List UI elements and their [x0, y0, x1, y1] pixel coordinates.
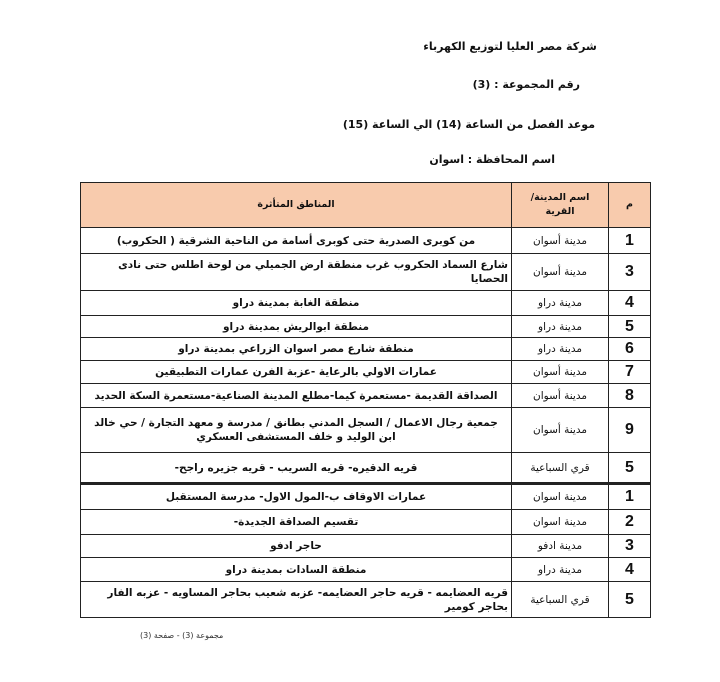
table-row: [81, 453, 651, 484]
row-city: مدينة أسوان: [512, 228, 609, 254]
row-city: مدينة دراو: [512, 316, 609, 338]
row-areas: جمعية رجال الاعمال / السجل المدني بطانق / مدرسة و معهد التجارة / حي خالد ابن الوليد و خلف المستشفى العسكري: [81, 408, 512, 453]
row-areas: عمارات الاولي بالرعاية -عزبة الفرن عمارات التطبيقين: [81, 361, 512, 384]
row-number: 3: [609, 535, 651, 558]
group-number: رقم المجموعة : (3): [472, 78, 580, 91]
row-areas: منطقة شارع مصر اسوان الزراعي بمدينة دراو: [81, 338, 512, 361]
row-number: 4: [609, 291, 651, 316]
row-city: مدينة أسوان: [512, 361, 609, 384]
table-row: [81, 384, 651, 408]
row-areas: منطقة السادات بمدينة دراو: [81, 558, 512, 582]
row-city: مدينة اسوان: [512, 510, 609, 535]
row-areas: منطقة ابوالريش بمدينة دراو: [81, 316, 512, 338]
row-areas: من كوبرى الصدرية حتى كوبرى أسامة من الناحية الشرقية ( الحكروب): [81, 228, 512, 254]
row-areas: قريه الدقيره- قريه السريب - قريه جزيره راجح-: [81, 453, 512, 484]
row-areas: الصداقة القديمة -مستعمرة كيما-مطلع المدينة الصناعية-مستعمرة السكة الحديد: [81, 384, 512, 408]
row-areas: منطقة الغابة بمدينة دراو: [81, 291, 512, 316]
row-number: 5: [609, 316, 651, 338]
table-row: [81, 558, 651, 582]
row-city: مدينة دراو: [512, 558, 609, 582]
row-city: قري السباعية: [512, 582, 609, 618]
table-row: [81, 361, 651, 384]
outage-schedule: موعد الفصل من الساعة (14) الي الساعة (15): [342, 118, 595, 131]
row-number: 7: [609, 361, 651, 384]
affected-areas-table: [80, 182, 651, 618]
row-number: 5: [609, 453, 651, 484]
row-city: مدينة أسوان: [512, 384, 609, 408]
table-row: [81, 484, 651, 510]
row-number: 2: [609, 510, 651, 535]
row-city: مدينة ادفو: [512, 535, 609, 558]
row-city: مدينة دراو: [512, 291, 609, 316]
row-city: مدينة اسوان: [512, 484, 609, 510]
row-areas: شارع السماد الحكروب غرب منطقة ارض الجميلي من لوحة اطلس حتى نادى الحصايا: [81, 254, 512, 291]
row-city: مدينة أسوان: [512, 408, 609, 453]
row-number: 9: [609, 408, 651, 453]
row-city: قري السباعية: [512, 453, 609, 484]
table-row: [81, 510, 651, 535]
row-number: 1: [609, 228, 651, 254]
row-areas: تقسيم الصداقة الجديدة-: [81, 510, 512, 535]
row-number: 5: [609, 582, 651, 618]
row-city: مدينة أسوان: [512, 254, 609, 291]
column-header-number: م: [609, 183, 651, 228]
row-number: 4: [609, 558, 651, 582]
column-header-areas: المناطق المتأثرة: [81, 183, 512, 228]
row-number: 1: [609, 484, 651, 510]
table-row: [81, 291, 651, 316]
row-areas: حاجر ادفو: [81, 535, 512, 558]
row-city: مدينة دراو: [512, 338, 609, 361]
company-name: شركة مصر العليا لتوزيع الكهرباء: [423, 40, 597, 53]
table-header-row: [81, 183, 651, 228]
column-header-city: اسم المدينة/ القرية: [512, 183, 609, 228]
row-number: 3: [609, 254, 651, 291]
table-row: [81, 254, 651, 291]
row-number: 8: [609, 384, 651, 408]
page-footer: مجموعة (3) - صفحة (3): [140, 631, 224, 640]
row-areas: قريه العضايمه - قريه حاجر العضايمه- عزبه شعيب بحاجر المساويه - عزبه الفار بحاجر كومير: [81, 582, 512, 618]
table-row: [81, 535, 651, 558]
row-number: 6: [609, 338, 651, 361]
table-row: [81, 408, 651, 453]
table-row: [81, 338, 651, 361]
governorate-name: اسم المحافظة : اسوان: [429, 153, 555, 166]
table-row: [81, 316, 651, 338]
table-row: [81, 582, 651, 618]
row-areas: عمارات الاوقاف ب-المول الاول- مدرسة المستقبل: [81, 484, 512, 510]
table-row: [81, 228, 651, 254]
